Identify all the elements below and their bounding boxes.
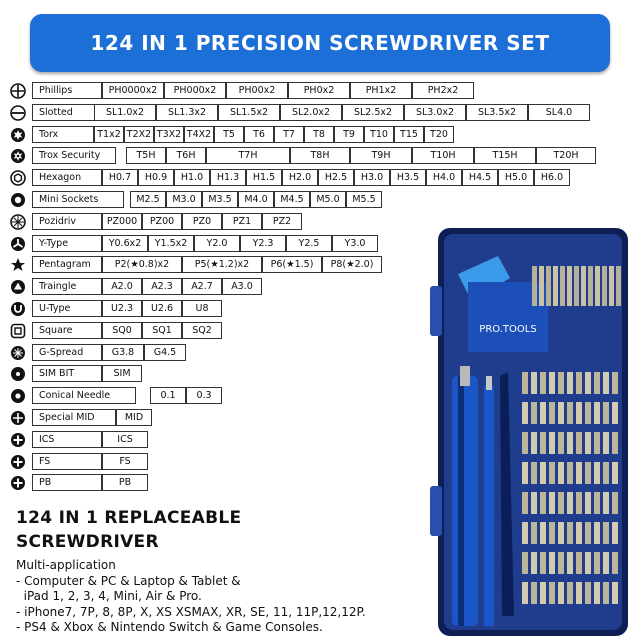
bit (594, 582, 600, 604)
bit (522, 432, 528, 454)
bit (612, 402, 618, 424)
bit-size-cell: Y2.3 (240, 235, 286, 252)
bit (540, 372, 546, 394)
bit-size-cell: T8 (304, 126, 334, 143)
bit-size-cell: PZ00 (142, 213, 182, 230)
bit-size-cell: M2.5 (130, 191, 166, 208)
banner-title: 124 IN 1 PRECISION SCREWDRIVER SET (90, 31, 550, 55)
bit (539, 266, 544, 306)
bit-row-mini-sockets (0, 189, 640, 211)
bit-row-torx (0, 124, 640, 146)
bit (522, 492, 528, 514)
bit (585, 462, 591, 484)
application-line: - iPhone7, 7P, 8, 8P, X, XS XSMAX, XR, SE, 11, 11P,12,12P. (16, 604, 366, 619)
u-type-icon (10, 301, 26, 317)
bit-size-cell: SL2.5x2 (342, 104, 404, 121)
bit-size-cell: M3.5 (202, 191, 238, 208)
bit (531, 432, 537, 454)
bit-size-cell: M4.5 (274, 191, 310, 208)
bit-row-slotted (0, 102, 640, 124)
bit-size-cell: SL1.3x2 (156, 104, 218, 121)
handle-grip (458, 376, 464, 626)
bit-size-cell: M5.5 (346, 191, 382, 208)
bit (603, 372, 609, 394)
bit-size-cell: G3.8 (102, 344, 144, 361)
pb-icon (10, 475, 26, 491)
bit-type-name: PB (32, 474, 102, 491)
bit-size-cell: SL4.0 (528, 104, 590, 121)
bit-size-cell: H0.7 (102, 169, 138, 186)
bit-size-cell: PZ2 (262, 213, 302, 230)
bit (531, 402, 537, 424)
bit-size-cell: SL1.5x2 (218, 104, 280, 121)
bit (558, 492, 564, 514)
bit (603, 492, 609, 514)
bit (522, 462, 528, 484)
bit (558, 432, 564, 454)
bit-size-cell: T9H (350, 147, 412, 164)
bit-type-name: Torx (32, 126, 94, 143)
bit (549, 492, 555, 514)
bit (540, 432, 546, 454)
bit-size-cell: T6 (244, 126, 274, 143)
bit (576, 372, 582, 394)
bit (549, 552, 555, 574)
bit-size-cell: Y3.0 (332, 235, 378, 252)
bit (603, 582, 609, 604)
bit-size-cell: PH000x2 (164, 82, 226, 99)
bit-type-name: Y-Type (32, 235, 102, 252)
bit (594, 462, 600, 484)
bit (594, 402, 600, 424)
bit (612, 372, 618, 394)
bit-type-name: Phillips (32, 82, 102, 99)
bit-size-cell: Y1.5x2 (148, 235, 194, 252)
bit (585, 432, 591, 454)
bit-size-cell: SQ0 (102, 322, 142, 339)
bit (612, 582, 618, 604)
bit (532, 266, 537, 306)
bit-type-name: Traingle (32, 278, 102, 295)
bit-size-cell: H2.5 (318, 169, 354, 186)
bit-type-name: Slotted (32, 104, 102, 121)
bit (594, 492, 600, 514)
bit-size-cell: T20H (536, 147, 596, 164)
bit-size-cell: T20 (424, 126, 454, 143)
bit-type-name: Square (32, 322, 102, 339)
screwdriver-handle (452, 376, 478, 626)
bit (558, 522, 564, 544)
bit-size-cell: U2.6 (142, 300, 182, 317)
heading-line-2: SCREWDRIVER (16, 532, 159, 552)
bit-type-name: Mini Sockets (32, 191, 124, 208)
bit-size-cell: T7 (274, 126, 304, 143)
bit (581, 266, 586, 306)
bit (549, 402, 555, 424)
bit-size-cell: SL2.0x2 (280, 104, 342, 121)
bit (603, 462, 609, 484)
bit-size-cell: T7H (206, 147, 290, 164)
bit-type-name: ICS (32, 431, 102, 448)
bit-size-cell: Y0.6x2 (102, 235, 148, 252)
bit (603, 552, 609, 574)
bit (558, 582, 564, 604)
bit-type-name: Pozidriv (32, 213, 102, 230)
bit-size-cell: PH0000x2 (102, 82, 164, 99)
case-latch (430, 486, 442, 536)
title-banner (30, 14, 610, 72)
bit (558, 372, 564, 394)
bit (612, 432, 618, 454)
sim-bit-icon (10, 366, 26, 382)
bit-size-cell: T5 (214, 126, 244, 143)
bit-size-cell: PZ000 (102, 213, 142, 230)
bit-size-cell: T4X2 (184, 126, 214, 143)
bit (594, 552, 600, 574)
application-line: iPad 1, 2, 3, 4, Mini, Air & Pro. (16, 589, 202, 603)
bit (567, 462, 573, 484)
bit-size-cell: T15H (474, 147, 536, 164)
bit (612, 462, 618, 484)
torx-security-icon (10, 148, 26, 164)
application-line: - Computer & PC & Laptop & Tablet & (16, 573, 241, 588)
bit (567, 552, 573, 574)
bit-size-cell: P2(★0.8)x2 (102, 256, 182, 273)
bit (558, 402, 564, 424)
bit-size-cell: T10 (364, 126, 394, 143)
bit-size-cell: SL1.0x2 (94, 104, 156, 121)
bit (553, 266, 558, 306)
bit-size-cell: U8 (182, 300, 222, 317)
bit (567, 522, 573, 544)
bit-size-cell: A2.0 (102, 278, 142, 295)
bit (594, 372, 600, 394)
bit-type-name: FS (32, 453, 102, 470)
bit (595, 266, 600, 306)
bit (576, 552, 582, 574)
bit-size-cell: T5H (126, 147, 166, 164)
bit-size-cell: H3.0 (354, 169, 390, 186)
bit (540, 522, 546, 544)
bit (531, 552, 537, 574)
bit-size-cell: U2.3 (102, 300, 142, 317)
bit-size-cell: H1.0 (174, 169, 210, 186)
bit-type-name: Special MID (32, 409, 116, 426)
bit (531, 492, 537, 514)
bit (567, 432, 573, 454)
case-latch (430, 286, 442, 336)
bit-size-cell: A3.0 (222, 278, 262, 295)
product-label: PRO.TOOLS (479, 324, 537, 335)
bit-size-cell: FS (102, 453, 148, 470)
bit (585, 372, 591, 394)
bit-size-cell: H1.3 (210, 169, 246, 186)
bit (603, 402, 609, 424)
product-photo (428, 226, 634, 638)
bit (612, 552, 618, 574)
g-spread-icon (10, 345, 26, 361)
bit (567, 266, 572, 306)
heading-line-1: 124 IN 1 REPLACEABLE (16, 508, 242, 528)
bit-size-cell: A2.7 (182, 278, 222, 295)
bit (540, 402, 546, 424)
bit-size-cell: H5.0 (498, 169, 534, 186)
bit (588, 266, 593, 306)
bit (576, 402, 582, 424)
bit (522, 522, 528, 544)
bit-type-name: Trox Security (32, 147, 116, 164)
mini-socket-icon (10, 192, 26, 208)
bit (531, 582, 537, 604)
bit-size-cell: H2.0 (282, 169, 318, 186)
bit-size-cell: T1x2 (94, 126, 124, 143)
y-type-icon (10, 236, 26, 252)
bit-size-cell: ICS (102, 431, 148, 448)
bit (549, 522, 555, 544)
bit-size-cell: PH0x2 (288, 82, 350, 99)
bit (567, 402, 573, 424)
bit-type-name: Pentagram (32, 256, 102, 273)
bit-size-cell: T6H (166, 147, 206, 164)
bit (531, 522, 537, 544)
bit-size-cell: SL3.0x2 (404, 104, 466, 121)
bit-type-name: Hexagon (32, 169, 102, 186)
bit-size-cell: P6(★1.5) (262, 256, 322, 273)
bit (585, 492, 591, 514)
bit-size-cell: MID (116, 409, 152, 426)
bit (558, 552, 564, 574)
extension-rod (484, 386, 494, 626)
bit-size-cell: SL3.5x2 (466, 104, 528, 121)
bit (585, 402, 591, 424)
bit-size-cell: M4.0 (238, 191, 274, 208)
ics-icon (10, 432, 26, 448)
bit-size-cell: Y2.5 (286, 235, 332, 252)
bit-size-cell: SQ1 (142, 322, 182, 339)
bit (574, 266, 579, 306)
bit-size-cell: H6.0 (534, 169, 570, 186)
bit (540, 582, 546, 604)
bit-row-hexagon (0, 167, 640, 189)
extension-tip (486, 376, 492, 390)
square-icon (10, 323, 26, 339)
bit-size-cell: H4.0 (426, 169, 462, 186)
bit-type-name: U-Type (32, 300, 102, 317)
bit (540, 492, 546, 514)
bit-size-cell: PH2x2 (412, 82, 474, 99)
bit-size-cell: Y2.0 (194, 235, 240, 252)
bit-size-cell: T2X2 (124, 126, 154, 143)
bit-size-cell: PZ0 (182, 213, 222, 230)
bit-size-cell: PZ1 (222, 213, 262, 230)
bit-size-cell: A2.3 (142, 278, 182, 295)
fs-icon (10, 454, 26, 470)
bit (602, 266, 607, 306)
bit (576, 462, 582, 484)
bit (567, 372, 573, 394)
bit-size-cell: P5(★1.2)x2 (182, 256, 262, 273)
bit (612, 522, 618, 544)
bit-size-cell: G4.5 (144, 344, 186, 361)
bit-size-cell: SIM (102, 365, 142, 382)
bit (576, 582, 582, 604)
bit (549, 582, 555, 604)
bit (531, 372, 537, 394)
conical-needle-icon (10, 388, 26, 404)
bit (603, 432, 609, 454)
bit (549, 432, 555, 454)
bit (567, 582, 573, 604)
pentagram-icon (10, 257, 26, 273)
bit (585, 552, 591, 574)
applications-title: Multi-application (16, 558, 116, 572)
bit (522, 582, 528, 604)
bit-row-trox-security (0, 145, 640, 167)
bit-size-cell: H4.5 (462, 169, 498, 186)
bit (603, 522, 609, 544)
bit-size-cell: PH00x2 (226, 82, 288, 99)
bit (612, 492, 618, 514)
bit-size-cell: P8(★2.0) (322, 256, 382, 273)
bit-size-cell: M3.0 (166, 191, 202, 208)
bit (522, 372, 528, 394)
bit (531, 462, 537, 484)
torx-icon (10, 127, 26, 143)
bit (560, 266, 565, 306)
bit-size-cell: H3.5 (390, 169, 426, 186)
bit-type-name: SIM BIT (32, 365, 102, 382)
slotted-icon (10, 105, 26, 121)
bit-size-cell: T3X2 (154, 126, 184, 143)
bit (585, 522, 591, 544)
bit (585, 582, 591, 604)
bit (616, 266, 621, 306)
applications-block (16, 558, 366, 636)
bit-size-cell: M5.0 (310, 191, 346, 208)
bit (549, 462, 555, 484)
pozidriv-icon (10, 214, 26, 230)
bit (594, 432, 600, 454)
hexagon-icon (10, 170, 26, 186)
bit (576, 432, 582, 454)
bit (540, 552, 546, 574)
bit (594, 522, 600, 544)
bit (522, 552, 528, 574)
bit-size-cell: H1.5 (246, 169, 282, 186)
bit (576, 522, 582, 544)
bit-size-cell: PH1x2 (350, 82, 412, 99)
bit-size-cell: PB (102, 474, 148, 491)
bit-type-name: G-Spread (32, 344, 102, 361)
bit (546, 266, 551, 306)
bit-size-cell: T8H (290, 147, 350, 164)
special-mid-icon (10, 410, 26, 426)
bit-type-name: Conical Needle (32, 387, 136, 404)
handle-cap (460, 366, 470, 386)
bit-size-cell: H0.9 (138, 169, 174, 186)
bit-size-cell: T10H (412, 147, 474, 164)
bit (576, 492, 582, 514)
bit (522, 402, 528, 424)
bit (540, 462, 546, 484)
bit-row-phillips (0, 80, 640, 102)
phillips-icon (10, 83, 26, 99)
bit (567, 492, 573, 514)
bit (549, 372, 555, 394)
bit-size-cell: 0.3 (186, 387, 222, 404)
bit (609, 266, 614, 306)
application-line: - PS4 & Xbox & Nintendo Switch & Game Consoles. (16, 620, 323, 634)
bit-size-cell: T15 (394, 126, 424, 143)
bit (558, 462, 564, 484)
bit-size-cell: 0.1 (150, 387, 186, 404)
triangle-icon (10, 279, 26, 295)
bit-size-cell: SQ2 (182, 322, 222, 339)
bit-size-cell: T9 (334, 126, 364, 143)
replaceable-heading (16, 506, 241, 554)
